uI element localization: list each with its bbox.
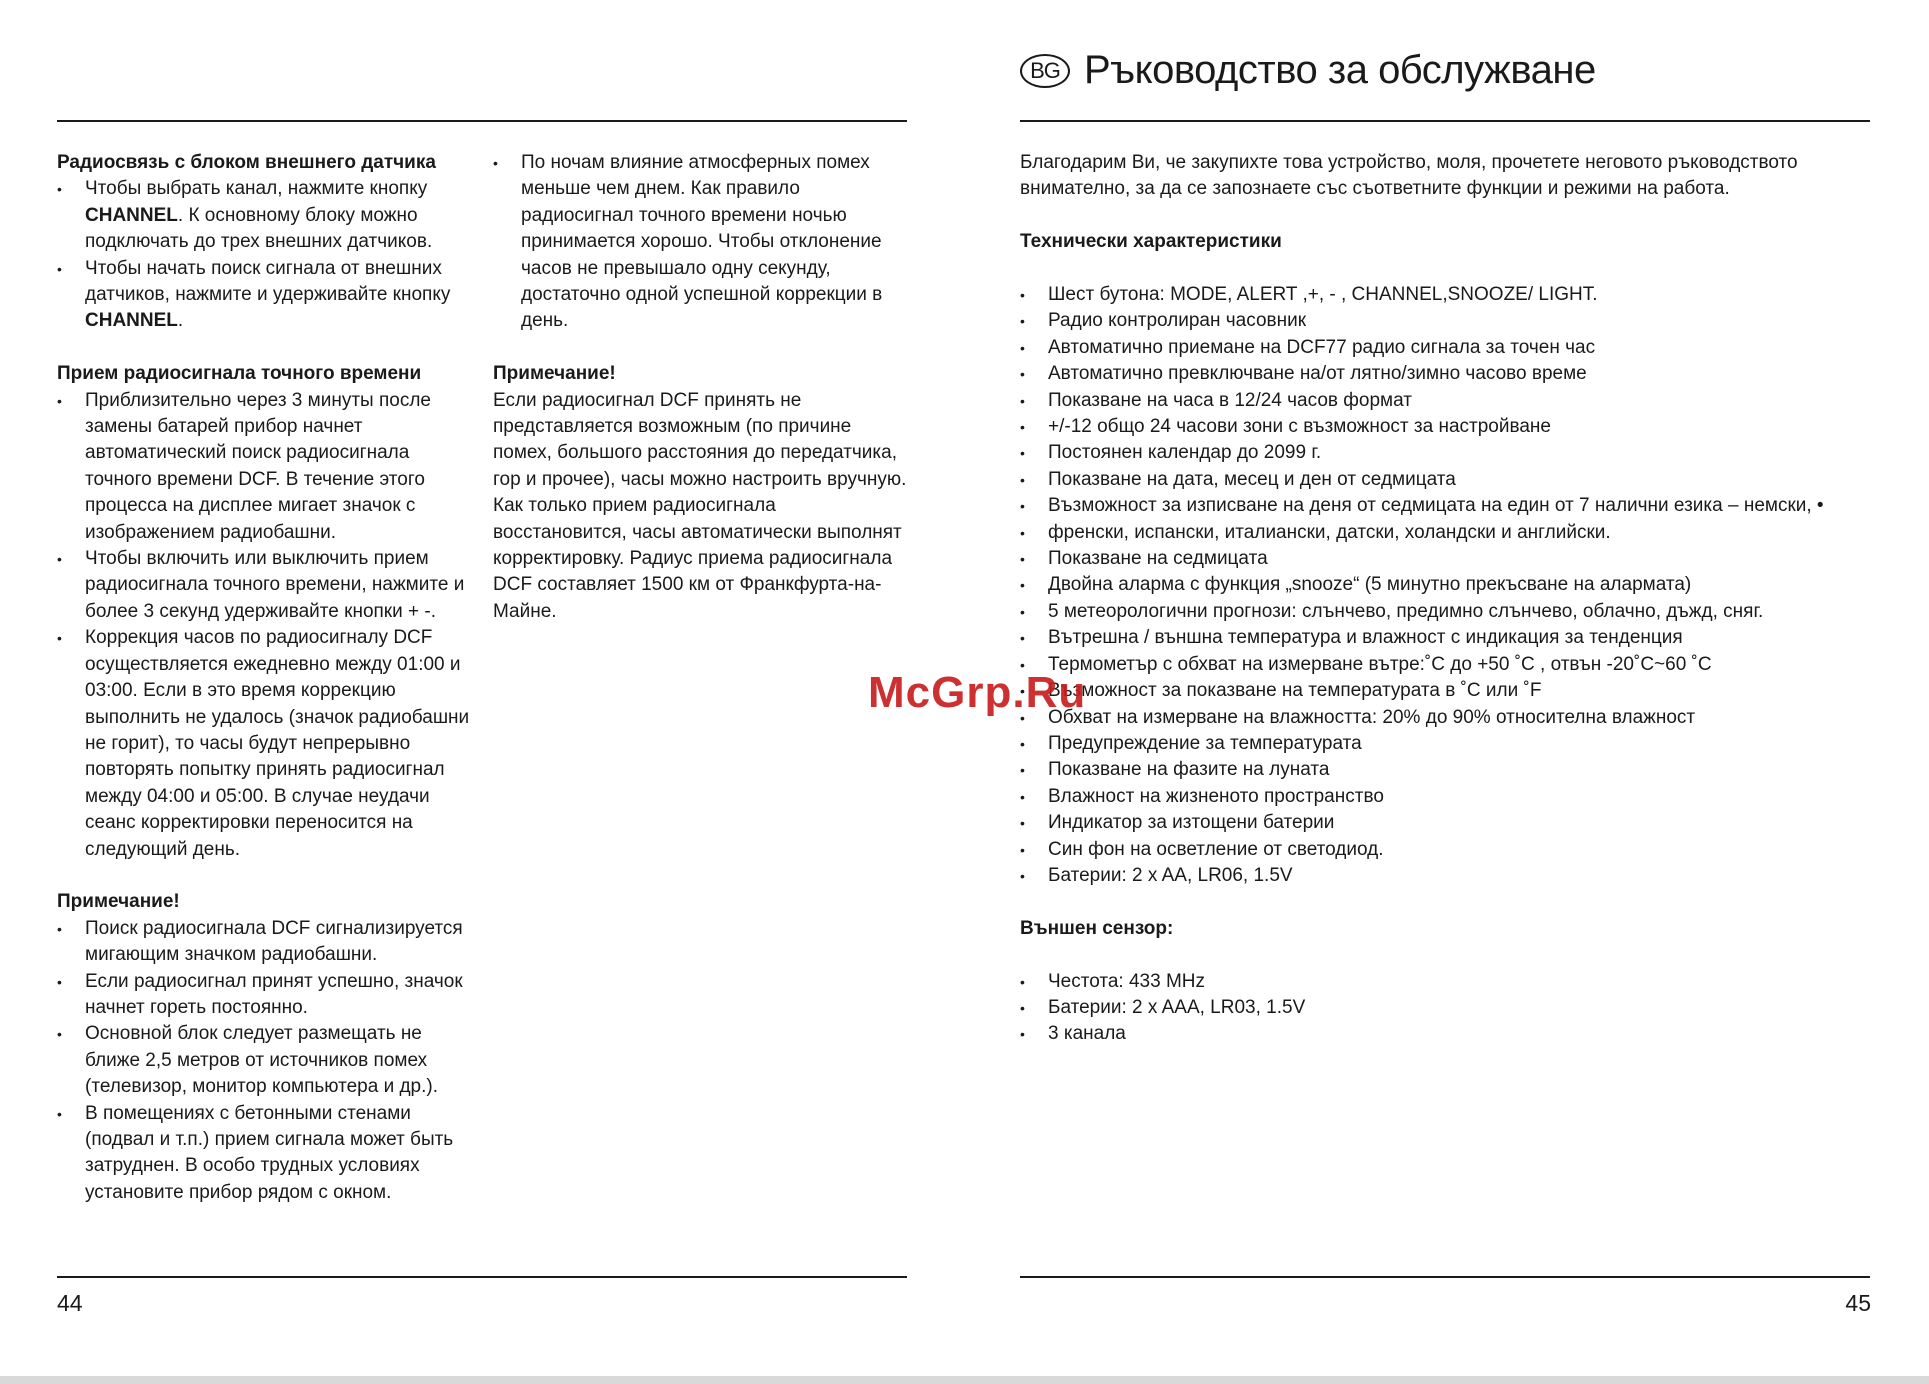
list-item: • 5 метеорологични прогнози: слънчево, предимно слънчево, облачно, дъжд, сняг.	[1020, 599, 1880, 625]
list-item: • Обхват на измерване на влажността: 20% до 90% относителна влажност	[1020, 705, 1880, 731]
list-item: • Шест бутона: MODE, ALERT ,+, - , CHANNEL,SNOOZE/ LIGHT.	[1020, 282, 1880, 308]
list-item: • В помещениях с бетонными стенами (подвал и т.п.) прием сигнала может быть затруднен. В особо трудных условиях установите прибор рядом с окном.	[57, 1101, 477, 1207]
page-number-left: 44	[57, 1290, 83, 1316]
time-signal-list	[57, 388, 477, 863]
list-item: • Если радиосигнал принят успешно, значок начнет гореть постоянно.	[57, 969, 477, 1022]
channel-keyword: CHANNEL	[85, 204, 178, 226]
bottom-band	[0, 1376, 1929, 1384]
page-number-right: 45	[1845, 1290, 1871, 1316]
left-column-1	[57, 150, 477, 1206]
list-item: • Син фон на осветление от светодиод.	[1020, 837, 1880, 863]
list-item: • Поиск радиосигнала DCF сигнализируется мигающим значком радиобашни.	[57, 916, 477, 969]
specs-list	[1020, 282, 1880, 889]
bottom-rule-right	[1020, 1276, 1870, 1278]
list-item: • Основной блок следует размещать не ближе 2,5 метров от источников помех (телевизор, монитор компьютера и др.).	[57, 1021, 477, 1100]
bottom-rule-left	[57, 1276, 907, 1278]
list-item: • По ночам влияние атмосферных помех меньше чем днем. Как правило радиосигнал точного времени ночью принимается хорошо. Чтобы отклонение часов не превышало одну секунду, достаточно одной успешной коррекции в день.	[493, 150, 913, 335]
section-heading-radio-link: Радиосвязь с блоком внешнего датчика	[57, 152, 436, 173]
list-item: • Показване на дата, месец и ден от седмицата	[1020, 467, 1880, 493]
left-column-2	[493, 150, 913, 625]
list-item: • Вътрешна / външна температура и влажност с индикация за тенденция	[1020, 625, 1880, 651]
list-item: • +/-12 общо 24 часови зони с възможност за настройване	[1020, 414, 1880, 440]
list-item: • Индикатор за изтощени батерии	[1020, 810, 1880, 836]
list-item: • Предупреждение за температурата	[1020, 731, 1880, 757]
list-item: • Постоянен календар до 2099 г.	[1020, 440, 1880, 466]
channel-keyword: CHANNEL	[85, 310, 178, 332]
right-page	[964, 0, 1929, 1384]
list-item: • Двойна аларма с функция „snooze“ (5 минутно прекъсване на алармата)	[1020, 572, 1880, 598]
list-item: • Чтобы включить или выключить прием радиосигнала точного времени, нажмите и более 3 секунд удерживайте кнопки + -.	[57, 546, 477, 625]
language-badge: BG	[1020, 54, 1070, 88]
note-paragraph: Если радиосигнал DCF принять не представляется возможным (по причине помех, большого расстояния до передатчика, гор и прочее), часы можно настроить вручную. Как только прием радиосигнала восстановится, часы автоматически выполнят корректировку. Радиус приема радиосигнала DCF составляет 1500 км от Франкфурта-на-Майне.	[493, 389, 907, 622]
section-heading-note-2: Примечание!	[493, 363, 616, 385]
list-item: • Радио контролиран часовник	[1020, 308, 1880, 334]
note-list	[57, 916, 477, 1206]
list-item: • Честота: 433 MHz	[1020, 969, 1880, 995]
list-item: • Батерии: 2 x AAA, LR03, 1.5V	[1020, 995, 1880, 1021]
section-heading-time-signal: Прием радиосигнала точного времени	[57, 363, 422, 385]
list-item: • Възможност за показване на температурата в ˚C или ˚F	[1020, 678, 1880, 704]
list-item: • Показване на фазите на луната	[1020, 757, 1880, 783]
list-item: • 3 канала	[1020, 1021, 1880, 1047]
page-title	[1020, 48, 1596, 93]
list-item: • Показване на седмицата	[1020, 546, 1880, 572]
intro-paragraph: Благодарим Ви, че закупихте това устройство, моля, прочетете неговото ръководството внимателно, за да се запознаете със съответните функции и режими на работа.	[1020, 152, 1798, 200]
list-item: • Термометър с обхват на измерване вътре:˚C до +50 ˚C , отвън -20˚C~60 ˚C	[1020, 652, 1880, 678]
section-heading-sensor: Външен сензор:	[1020, 917, 1174, 939]
list-item: • Автоматично приемане на DCF77 радио сигнала за точен час	[1020, 335, 1880, 361]
list-item: • Автоматично превключване на/от лятно/зимно часово време	[1020, 361, 1880, 387]
list-item: • Възможност за изписване на деня от седмицата на един от 7 налични езика – немски, •	[1020, 493, 1880, 519]
top-rule-right	[1020, 120, 1870, 122]
left-page	[0, 0, 964, 1384]
list-item: • Батерии: 2 x AA, LR06, 1.5V	[1020, 863, 1880, 889]
list-item: • Чтобы выбрать канал, нажмите кнопку CHANNEL. К основному блоку можно подключать до трех внешних датчиков.	[57, 176, 477, 255]
list-item: • Показване на часа в 12/24 часов формат	[1020, 388, 1880, 414]
list-item: • Коррекция часов по радиосигналу DCF осуществляется ежедневно между 01:00 и 03:00. Если в это время коррекцию выполнить не удалось (значок радиобашни не горит), то часы будут непрерывно повторять попытку принять радиосигнал между 04:00 и 05:00. В случае неудачи сеанс корректировки переносится на следующий день.	[57, 625, 477, 863]
title-text: Ръководство за обслужване	[1084, 48, 1596, 92]
list-item: • Чтобы начать поиск сигнала от внешних датчиков, нажмите и удерживайте кнопку CHANNEL.	[57, 256, 477, 335]
list-item: • Влажност на жизненото пространство	[1020, 784, 1880, 810]
sensor-list	[1020, 969, 1880, 1048]
right-column	[1020, 150, 1880, 1048]
list-item: • френски, испански, италиански, датски, холандски и английски.	[1020, 520, 1880, 546]
section-heading-specs: Технически характеристики	[1020, 231, 1282, 253]
top-rule-left	[57, 120, 907, 122]
night-reception-list	[493, 150, 913, 335]
radio-link-list	[57, 176, 477, 334]
watermark: McGrp.Ru	[868, 668, 1087, 717]
list-item: • Приблизительно через 3 минуты после замены батарей прибор начнет автоматический поиск радиосигнала точного времени DCF. В течение этого процесса на дисплее мигает значок с изображением радиобашни.	[57, 388, 477, 546]
section-heading-note: Примечание!	[57, 891, 180, 913]
